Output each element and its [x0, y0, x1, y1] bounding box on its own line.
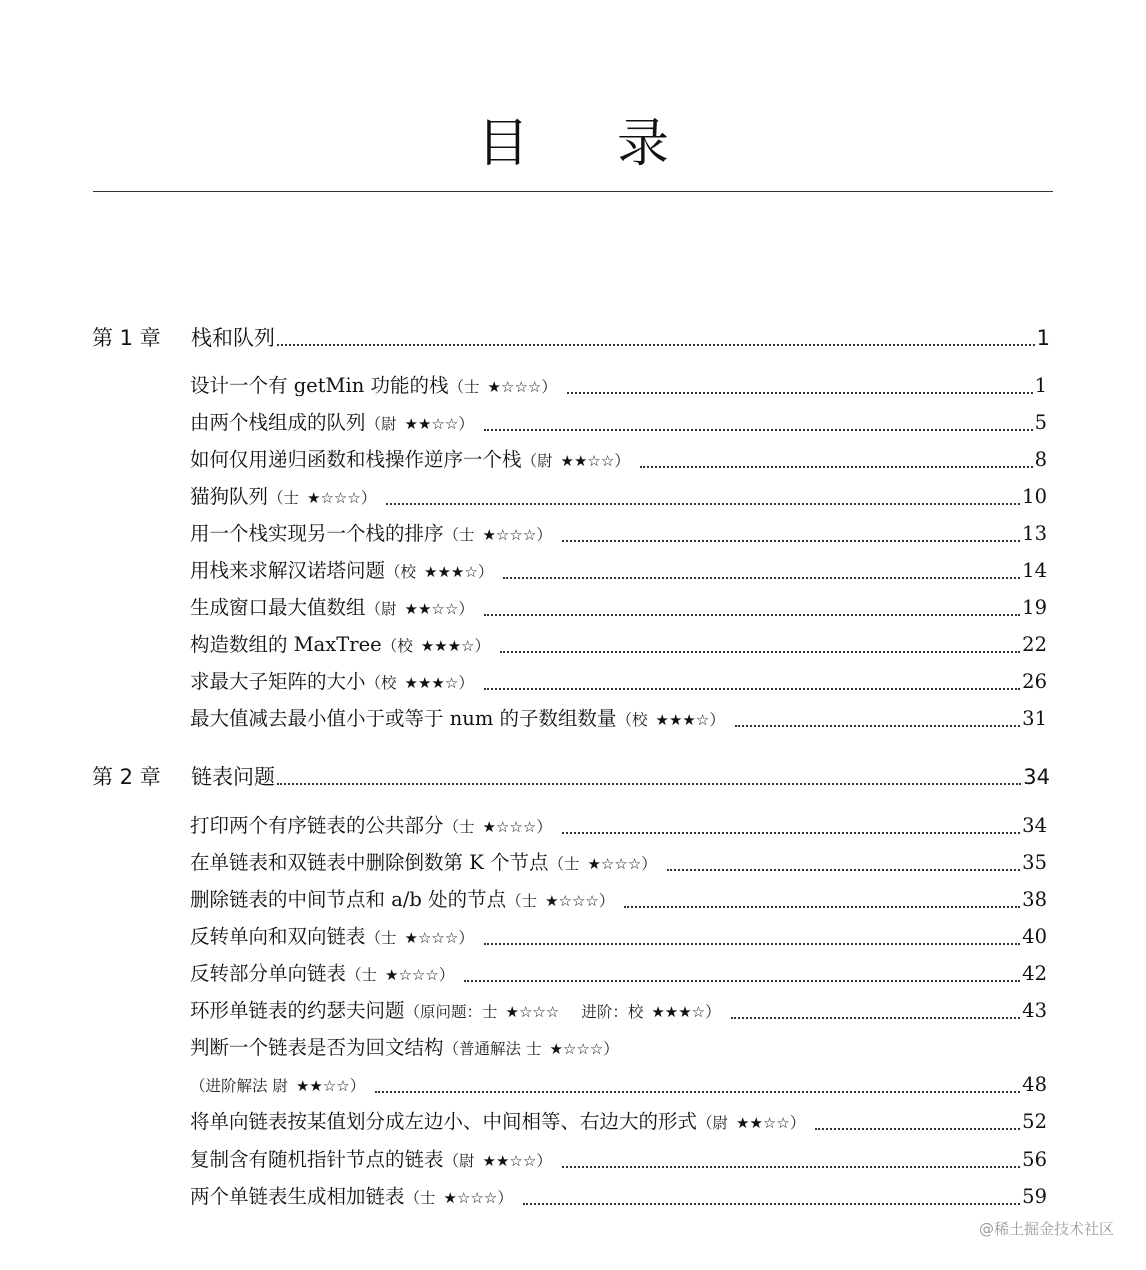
- difficulty-label: （士: [443, 526, 475, 544]
- star-rating-icon: ★★☆☆: [736, 1114, 790, 1132]
- close-paren: ）: [474, 637, 491, 655]
- difficulty-label: （尉: [697, 1114, 729, 1132]
- close-paren: ）: [789, 1114, 806, 1132]
- toc-entry[interactable]: [190, 371, 1047, 401]
- page-number: 42: [1022, 962, 1047, 985]
- star-rating-icon: ★★☆☆: [295, 1077, 350, 1095]
- leader-dots: [640, 466, 1033, 468]
- page-number: 38: [1022, 888, 1047, 911]
- leader-dots: [386, 503, 1020, 505]
- leader-dots: [815, 1128, 1020, 1130]
- section-title: 反转部分单向链表: [190, 962, 347, 985]
- difficulty-label: （士: [346, 966, 378, 984]
- page-number: 35: [1022, 851, 1047, 874]
- leader-dots: [464, 980, 1020, 982]
- page-number: 52: [1022, 1110, 1047, 1133]
- section-title: 由两个栈组成的队列: [190, 411, 366, 434]
- page-number: 59: [1022, 1185, 1047, 1208]
- section-title: 打印两个有序链表的公共部分: [190, 814, 444, 837]
- page-number: 5: [1034, 411, 1047, 434]
- leader-dots: [484, 614, 1020, 616]
- difficulty-label: （尉: [365, 600, 397, 618]
- page-number: 8: [1034, 448, 1047, 471]
- difficulty-label: （尉: [443, 1152, 475, 1170]
- leader-dots: [624, 906, 1020, 908]
- star-rating-icon: ★☆☆☆: [385, 966, 439, 984]
- star-rating-icon: ★★★☆: [420, 637, 475, 655]
- close-paren: ）: [438, 966, 455, 984]
- page-number: 1: [1034, 374, 1047, 397]
- close-paren: ）: [603, 1040, 619, 1058]
- close-paren: ）: [497, 1189, 513, 1207]
- section-title: 用栈来求解汉诺塔问题: [190, 559, 386, 582]
- star-rating-icon: ★★☆☆: [482, 1152, 537, 1170]
- page-number: 13: [1022, 522, 1047, 545]
- page-number: 31: [1022, 707, 1047, 730]
- section-title: 生成窗口最大值数组: [190, 596, 366, 619]
- star-rating-icon: ★★★☆: [404, 674, 459, 692]
- section-title: 判断一个链表是否为回文结构: [190, 1036, 444, 1059]
- toc-entry[interactable]: [190, 996, 1047, 1026]
- page-number: 48: [1022, 1073, 1047, 1096]
- toc-entry[interactable]: [190, 885, 1047, 915]
- page-number: 19: [1022, 596, 1047, 619]
- leader-dots: [735, 725, 1020, 727]
- close-paren: ）: [458, 415, 474, 433]
- toc-entry-continuation[interactable]: [190, 1070, 1047, 1100]
- close-paren: ）: [458, 600, 474, 618]
- toc-entry[interactable]: [190, 630, 1047, 660]
- page-number: 56: [1022, 1148, 1047, 1171]
- title-divider: [93, 191, 1053, 192]
- close-paren: ）: [598, 892, 615, 910]
- section-title: 用一个栈实现另一个栈的排序: [190, 522, 444, 545]
- leader-dots: [500, 651, 1020, 653]
- close-paren: ）: [641, 855, 657, 873]
- star-rating-icon: ★☆☆☆: [487, 378, 542, 396]
- close-paren: ）: [536, 526, 552, 544]
- difficulty-label: （士: [404, 1189, 436, 1207]
- chapter-1-entry[interactable]: [92, 323, 1050, 353]
- close-paren: ）: [705, 1003, 721, 1021]
- difficulty-label: （原问题：士: [404, 1003, 498, 1021]
- close-paren: ）: [458, 674, 474, 692]
- difficulty-label: （士: [448, 378, 480, 396]
- leader-dots: [484, 429, 1033, 431]
- difficulty-label: （尉: [521, 452, 553, 470]
- star-rating-icon: ★★★☆: [424, 563, 478, 581]
- section-title: 猫狗队列: [190, 485, 269, 508]
- page-number: 22: [1022, 633, 1047, 656]
- star-rating-icon: ★☆☆☆: [482, 818, 537, 836]
- chapter-2-entry[interactable]: [92, 762, 1050, 792]
- star-rating-icon: ★☆☆☆: [545, 892, 599, 910]
- section-title: 复制含有随机指针节点的链表: [190, 1148, 444, 1171]
- page-number: 1: [1036, 326, 1050, 350]
- page-number: 34: [1022, 814, 1047, 837]
- close-paren: ）: [360, 489, 377, 507]
- advanced-difficulty-label: 进阶：校: [581, 1003, 644, 1021]
- close-paren: ）: [458, 929, 474, 947]
- toc-entry[interactable]: [190, 704, 1047, 734]
- leader-dots: [523, 1203, 1020, 1205]
- page-number: 34: [1023, 765, 1050, 789]
- difficulty-label: （普通解法 士: [443, 1040, 542, 1058]
- star-rating-icon: ★☆☆☆: [404, 929, 459, 947]
- toc-entry[interactable]: [190, 445, 1047, 475]
- leader-dots: [375, 1091, 1020, 1093]
- leader-dots: [484, 943, 1020, 945]
- star-rating-icon: ★★★☆: [651, 1003, 706, 1021]
- difficulty-label: （进阶解法 尉: [190, 1077, 288, 1095]
- toc-entry[interactable]: [190, 922, 1047, 952]
- page-number: 43: [1022, 999, 1047, 1022]
- toc-entry[interactable]: [190, 1182, 1047, 1212]
- chapter-title: 栈和队列: [191, 326, 275, 350]
- difficulty-label: （尉: [365, 415, 397, 433]
- difficulty-label: （士: [506, 892, 538, 910]
- leader-dots: [562, 832, 1020, 834]
- page-number: 10: [1022, 485, 1047, 508]
- star-rating-icon: ★☆☆☆: [549, 1040, 604, 1058]
- leader-dots: [277, 344, 1035, 346]
- star-rating-icon: ★★☆☆: [560, 452, 615, 470]
- star-rating-icon: ★☆☆☆: [482, 526, 537, 544]
- section-title: 构造数组的 MaxTree: [190, 633, 382, 656]
- chapter-number: 第 2 章: [92, 765, 161, 789]
- star-rating-icon: ★☆☆☆: [505, 1003, 560, 1021]
- close-paren: ）: [477, 563, 494, 581]
- toc-entry[interactable]: [190, 482, 1047, 512]
- page-title: [0, 112, 1146, 176]
- toc-entry[interactable]: [190, 848, 1047, 878]
- difficulty-label: （校: [381, 637, 413, 655]
- close-paren: ）: [614, 452, 630, 470]
- leader-dots: [503, 577, 1020, 579]
- toc-entry[interactable]: [190, 408, 1047, 438]
- difficulty-label: （士: [443, 818, 475, 836]
- difficulty-label: （校: [365, 674, 397, 692]
- section-title: 反转单向和双向链表: [190, 925, 366, 948]
- close-paren: ）: [536, 818, 552, 836]
- difficulty-label: （校: [385, 563, 417, 581]
- close-paren: ）: [541, 378, 557, 396]
- star-rating-icon: ★★☆☆: [404, 600, 459, 618]
- page-number: 14: [1022, 559, 1047, 582]
- leader-dots: [484, 688, 1020, 690]
- section-title: 将单向链表按某值划分成左边小、中间相等、右边大的形式: [190, 1110, 698, 1133]
- section-title: 最大值减去最小值小于或等于 num 的子数组数量: [190, 707, 617, 730]
- leader-dots: [562, 1166, 1020, 1168]
- page-number: 40: [1022, 925, 1047, 948]
- leader-dots: [667, 869, 1020, 871]
- toc-entry[interactable]: [190, 1145, 1047, 1175]
- watermark: @稀土掘金技术社区: [978, 1220, 1114, 1238]
- section-title: 设计一个有 getMin 功能的栈: [190, 374, 449, 397]
- leader-dots: [567, 392, 1033, 394]
- chapter-number: 第 1 章: [92, 326, 161, 350]
- section-title: 环形单链表的约瑟夫问题: [190, 999, 405, 1022]
- difficulty-label: （士: [268, 489, 300, 507]
- leader-dots: [277, 783, 1021, 785]
- toc-entry[interactable]: [190, 593, 1047, 623]
- close-paren: ）: [709, 711, 725, 729]
- section-title: 如何仅用递归函数和栈操作逆序一个栈: [190, 448, 522, 471]
- section-title: 两个单链表生成相加链表: [190, 1185, 405, 1208]
- star-rating-icon: ★☆☆☆: [587, 855, 642, 873]
- toc-entry[interactable]: [190, 1033, 1047, 1063]
- toc-entry[interactable]: [190, 556, 1047, 586]
- difficulty-label: （校: [616, 711, 648, 729]
- difficulty-label: （士: [365, 929, 397, 947]
- section-title: 求最大子矩阵的大小: [190, 670, 366, 693]
- leader-dots: [731, 1017, 1021, 1019]
- toc-entry[interactable]: [190, 1107, 1047, 1137]
- toc-entry[interactable]: [190, 959, 1047, 989]
- chapter-title: 链表问题: [191, 765, 275, 789]
- star-rating-icon: ★★☆☆: [404, 415, 459, 433]
- close-paren: ）: [536, 1152, 552, 1170]
- section-title: 在单链表和双链表中删除倒数第 K 个节点: [190, 851, 549, 874]
- close-paren: ）: [349, 1077, 366, 1095]
- title-char-1: 目: [476, 114, 529, 174]
- difficulty-label: （士: [548, 855, 580, 873]
- star-rating-icon: ★★★☆: [655, 711, 710, 729]
- star-rating-icon: ★☆☆☆: [443, 1189, 498, 1207]
- toc-entry[interactable]: [190, 811, 1047, 841]
- section-title: 删除链表的中间节点和 a/b 处的节点: [190, 888, 507, 911]
- title-char-2: 录: [617, 114, 670, 174]
- toc-entry[interactable]: [190, 667, 1047, 697]
- leader-dots: [562, 540, 1020, 542]
- star-rating-icon: ★☆☆☆: [307, 489, 361, 507]
- page-number: 26: [1022, 670, 1047, 693]
- toc-entry[interactable]: [190, 519, 1047, 549]
